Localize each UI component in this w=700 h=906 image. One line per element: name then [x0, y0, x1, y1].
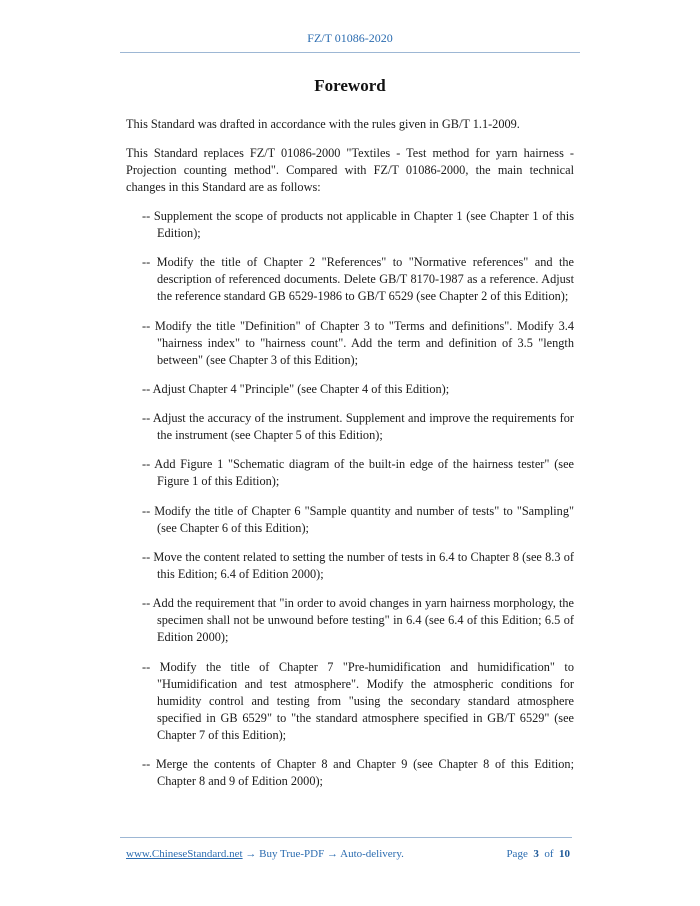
page-label: Page [506, 848, 528, 860]
replacement-paragraph: This Standard replaces FZ/T 01086-2000 "Textiles - Test method for yarn hairness - Projection counting method". Compared with FZ/T 01086-2000, the main technical changes in this Standard are as follows: [126, 146, 574, 194]
change-item: -- Add Figure 1 "Schematic diagram of the built-in edge of the hairness tester" (see Figure 1 of this Edition); [142, 457, 574, 489]
change-item: -- Adjust the accuracy of the instrument. Supplement and improve the requirements for the instrument (see Chapter 5 of this Edition); [142, 411, 574, 443]
arrow-icon: → [242, 848, 260, 860]
header-standard-code: FZ/T 01086-2020 [307, 31, 393, 45]
page-current: 3 [533, 848, 539, 860]
changes-list [126, 208, 574, 790]
foreword-body [126, 116, 574, 802]
website-link[interactable]: www.ChineseStandard.net [126, 848, 243, 860]
change-item: -- Modify the title of Chapter 6 "Sample quantity and number of tests" to "Sampling" (see Chapter 6 of this Edition); [142, 503, 574, 535]
intro-paragraph: This Standard was drafted in accordance with the rules given in GB/T 1.1-2009. [126, 117, 520, 131]
change-item: -- Adjust Chapter 4 "Principle" (see Chapter 4 of this Edition); [142, 381, 450, 396]
buy-pdf-link[interactable]: Buy True-PDF [259, 848, 325, 860]
change-item: -- Supplement the scope of products not applicable in Chapter 1 (see Chapter 1 of this Edition); [142, 209, 574, 240]
auto-delivery-text: Auto-delivery. [340, 848, 404, 860]
page-total: 10 [559, 848, 570, 860]
header-divider [120, 52, 580, 53]
page-of: of [544, 848, 554, 860]
change-item: -- Modify the title "Definition" of Chapter 3 to "Terms and definitions". Modify 3.4 "hairness index" to "hairness count". Add the term and definition of 3.5 "length between" (see Chapter 3 of this Edition); [142, 318, 574, 367]
footer-divider [120, 837, 572, 838]
change-item: -- Modify the title of Chapter 7 "Pre-humidification and humidification" to "Humidification and test atmosphere". Modify the atmospheric conditions for humidity control and testing from "using the secondary standard atmosphere specified in GB 6529" to "the standard atmosphere specified in GB/T 6529" (see Chapter 7 of this Edition); [142, 659, 574, 742]
page-indicator [506, 848, 570, 860]
change-item: -- Move the content related to setting the number of tests in 6.4 to Chapter 8 (see 8.3 of this Edition; 6.4 of Edition 2000); [142, 550, 574, 582]
footer [126, 848, 570, 860]
change-item: -- Merge the contents of Chapter 8 and Chapter 9 (see Chapter 8 of this Edition; Chapter 8 and 9 of Edition 2000); [142, 756, 574, 788]
arrow-icon: → [324, 848, 341, 860]
page-title: Foreword [314, 76, 386, 95]
change-item: -- Add the requirement that "in order to avoid changes in yarn hairness morphology, the specimen shall not be unwound before testing" in 6.4 (see 6.4 of this Edition; 6.5 of Edition 2000); [142, 596, 574, 645]
change-item: -- Modify the title of Chapter 2 "References" to "Normative references" and the description of referenced documents. Delete GB/T 8170-1987 as a reference. Adjust the reference standard GB 6529-1986 to GB/T 6529 (see Chapter 2 of this Edition); [142, 255, 574, 304]
